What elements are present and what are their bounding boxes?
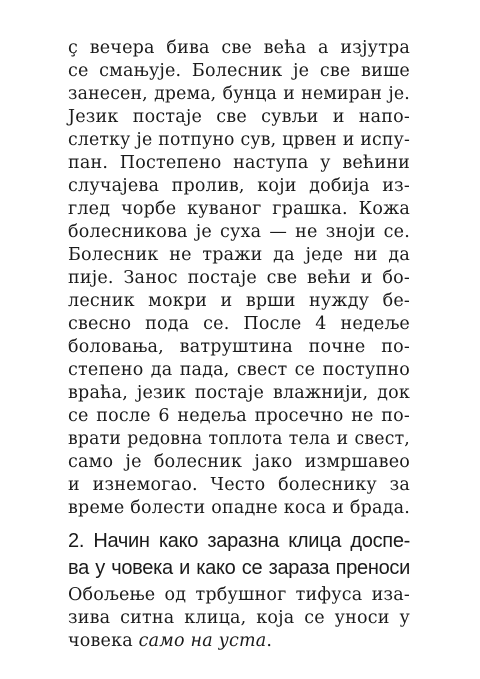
emphasis-text: само на уста [138, 631, 267, 651]
text-line: се смањује. Болесник је све више [68, 61, 410, 81]
text-line: лесник мокри и врши нужду бе- [68, 291, 410, 311]
text-line: занесен, дрема, бунца и немиран је. [68, 84, 410, 104]
text-line: враћа, језик постаје влажнији, док [68, 383, 410, 403]
text-run: . [266, 631, 273, 651]
text-line: ç вечера бива све већа а изјутра [68, 38, 410, 58]
text-line: само је болесник јако измршавео [68, 452, 410, 472]
text-line: зива ситна клица, која се уноси у [68, 608, 410, 628]
text-line: се после 6 недеља просечно не по- [68, 406, 410, 426]
text-line: боловања, ватруштина почне по- [68, 337, 410, 357]
text-line: Болесник не тражи да једе ни да [68, 245, 410, 265]
text-line: слетку је потпуно сув, црвен и испу- [68, 130, 410, 150]
text-line: свесно пода се. После 4 недеље [68, 314, 410, 334]
text-line: болесникова је суха — не зноји се. [68, 222, 410, 242]
text-line: пије. Занос постаје све већи и бо- [68, 268, 410, 288]
text-line: степено да пада, свест се поступно [68, 360, 410, 380]
text-line: Обољење од трбушног тифуса иза- [68, 585, 410, 605]
text-line: време болести опадне коса и брада. [68, 498, 410, 518]
text-line: глед чорбе куваног грашка. Кожа [68, 199, 410, 219]
heading-line: 2. Начин како заразна клица доспе- [68, 530, 410, 552]
text-line [68, 630, 410, 652]
text-run: човека [68, 631, 139, 651]
text-line: врати редовна топлота тела и свест, [68, 429, 410, 449]
heading-line: ва у човека и како се зараза преноси [68, 557, 410, 579]
text-line: случајева пролив, који добија из- [68, 176, 410, 196]
text-line: Језик постаје све сувљи и напо- [68, 107, 410, 127]
text-line: и изнемогао. Често болеснику за [68, 475, 410, 495]
text-line: пан. Постепено наступа у већини [68, 153, 410, 173]
